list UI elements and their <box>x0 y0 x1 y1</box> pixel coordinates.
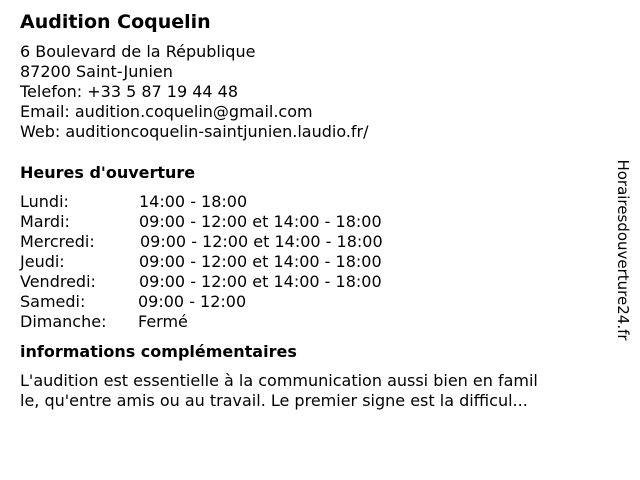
hours-day-time: 09:00 - 12:00 et 14:00 - 18:00 <box>139 252 382 271</box>
opening-hours-list <box>20 192 595 332</box>
business-name: Audition Coquelin <box>20 11 211 33</box>
hours-day-label: Mercredi: <box>20 232 95 251</box>
additional-info-line: L'audition est essentielle à la communication aussi bien en famil <box>20 371 538 390</box>
opening-hours-heading: Heures d'ouverture <box>20 163 196 182</box>
hours-day-label: Mardi: <box>20 212 70 231</box>
address-line-city: 87200 Saint-Junien <box>20 62 173 81</box>
hours-day-label: Lundi: <box>20 192 69 211</box>
hours-row-dimanche <box>20 312 595 332</box>
hours-row-lundi <box>20 192 595 212</box>
hours-day-time: 09:00 - 12:00 <box>138 292 247 311</box>
additional-info-line: le, qu'entre amis ou au travail. Le premier signe est la difficul... <box>20 391 528 410</box>
hours-row-mardi <box>20 212 595 232</box>
business-card <box>20 10 595 411</box>
additional-info-heading: informations complémentaires <box>20 342 297 361</box>
hours-day-label: Vendredi: <box>20 272 96 291</box>
hours-day-label: Jeudi: <box>20 252 65 271</box>
email-line[interactable]: Email: audition.coquelin@gmail.com <box>20 102 313 121</box>
additional-info-text <box>20 371 585 411</box>
site-brand-vertical: Horairesdouverture24.fr <box>614 159 632 341</box>
hours-row-vendredi <box>20 272 595 292</box>
hours-day-time: Fermé <box>138 312 188 331</box>
hours-day-time: 14:00 - 18:00 <box>139 192 248 211</box>
address-line-street: 6 Boulevard de la République <box>20 42 256 61</box>
hours-day-label: Dimanche: <box>20 312 107 331</box>
hours-day-time: 09:00 - 12:00 et 14:00 - 18:00 <box>140 232 383 251</box>
phone-line[interactable]: Telefon: +33 5 87 19 44 48 <box>20 82 239 101</box>
hours-row-jeudi <box>20 252 595 272</box>
hours-day-label: Samedi: <box>20 292 86 311</box>
hours-day-time: 09:00 - 12:00 et 14:00 - 18:00 <box>139 272 382 291</box>
website-line[interactable]: Web: auditioncoquelin-saintjunien.laudio.fr/ <box>20 122 369 141</box>
hours-day-time: 09:00 - 12:00 et 14:00 - 18:00 <box>139 212 382 231</box>
hours-row-mercredi <box>20 232 595 252</box>
hours-row-samedi <box>20 292 595 312</box>
